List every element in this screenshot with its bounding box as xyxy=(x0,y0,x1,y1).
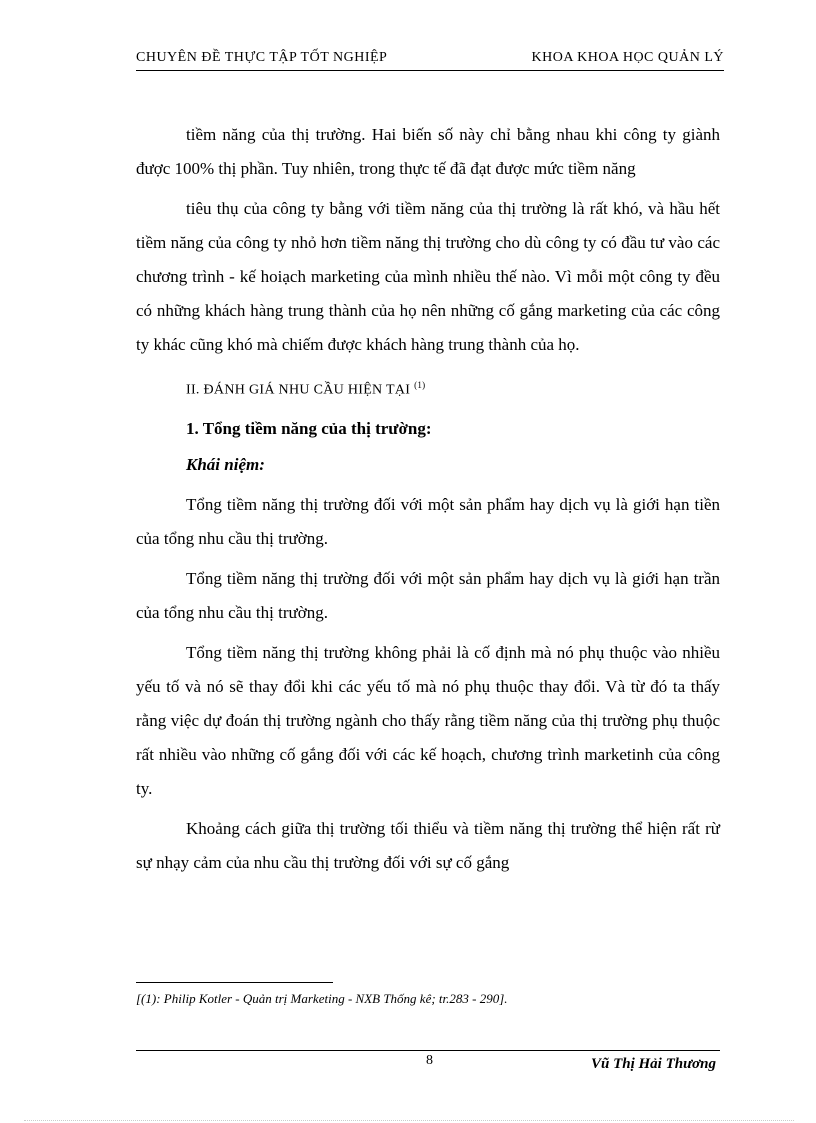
page-boundary xyxy=(24,1120,794,1121)
paragraph-3: Tổng tiềm năng thị trường đối với một sản phẩm hay dịch vụ là giới hạn tiền của tổng nhu cầu thị trường. xyxy=(136,494,720,548)
page-number: 8 xyxy=(426,1053,433,1068)
header-left-title: CHUYÊN ĐỀ THỰC TẬP TỐT NGHIỆP xyxy=(136,50,388,65)
document-body xyxy=(136,118,720,886)
paragraph-1: tiềm năng của thị trường. Hai biến số này chỉ bằng nhau khi công ty giành được 100% thị phần. Tuy nhiên, trong thực tế đã đạt được mức tiềm năng xyxy=(136,125,720,178)
subsection-heading: 1. Tổng tiềm năng của thị trường: xyxy=(186,418,432,438)
footer-author: Vũ Thị Hải Thương xyxy=(591,1056,716,1072)
footnote-reference: (1) xyxy=(414,380,426,390)
section-heading xyxy=(186,368,720,408)
footnote: [(1): Philip Kotler - Quản trị Marketing - NXB Thống kê; tr.283 - 290]. xyxy=(136,991,508,1006)
paragraph-5: Tổng tiềm năng thị trường không phải là cố định mà nó phụ thuộc vào nhiều yếu tố và nó sẽ thay đổi khi các yếu tố mà nó phụ thuộc thay đổi. Và từ đó ta thấy rằng việc dự đoán thị trường ngành cho thấy rằng tiềm năng của thị trường phụ thuộc rất nhiều vào những cố gắng đối với các kế hoạch, chương trình marketinh của công ty. xyxy=(136,642,720,798)
concept-heading: Khái niệm: xyxy=(186,454,265,474)
paragraph-6: Khoảng cách giữa thị trường tối thiểu và tiềm năng thị trường thể hiện rất rừ sự nhạy cảm của nhu cầu thị trường đối với sự cố gắng xyxy=(136,818,720,872)
footer-rule xyxy=(136,1050,720,1051)
header-right-title: KHOA KHOA HỌC QUẢN LÝ xyxy=(531,50,724,65)
paragraph-2: tiêu thụ của công ty bằng với tiềm năng của thị trường là rất khó, và hầu hết tiềm năng của công ty nhỏ hơn tiềm năng thị trường cho dù công ty có đầu tư vào các chương trình - kế hoiạch marketing của mình nhiều thế nào. Vì mỗi một công ty đều có những khách hàng trung thành của họ nên những cố gắng marketing của các công ty khác cũng khó mà chiếm được khách hàng trung thành của họ. xyxy=(136,199,720,354)
footnote-separator xyxy=(136,982,333,983)
section-title: II. ĐÁNH GIÁ NHU CẦU HIỆN TẠI xyxy=(186,382,411,398)
paragraph-4: Tổng tiềm năng thị trường đối với một sản phẩm hay dịch vụ là giới hạn trần của tổng nhu cầu thị trường. xyxy=(136,568,720,622)
page-header xyxy=(136,48,724,71)
